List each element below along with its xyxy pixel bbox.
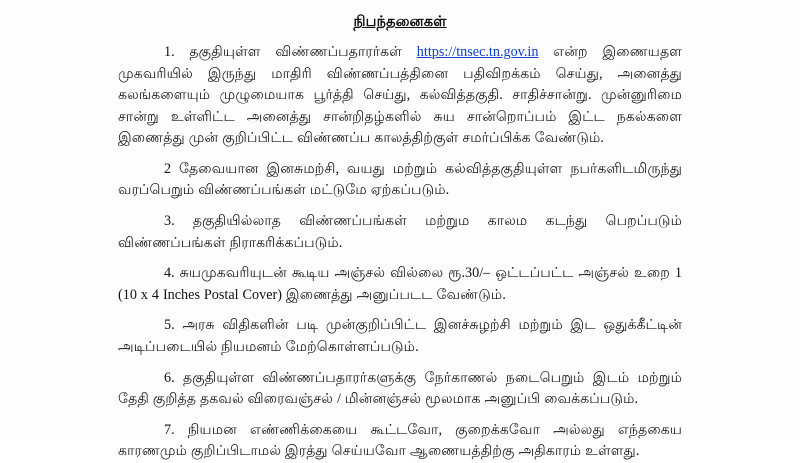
paragraph-condition-6: 6. தகுதியுள்ள விண்ணப்பதாரர்களுக்கு நேர்காணல் நடைபெறும் இடம் மற்றும் தேதி குறித்த தகவல் விரைவஞ்சல் / மின்னஞ்சல் மூலமாக அனுப்பி வைக்கப்படும்.	[118, 369, 682, 408]
condition-1-text-after-link: என்ற இணையதள முகவரியில் இருந்து மாதிரி விண்ணப்பத்தினை பதிவிறக்கம் செய்து, அனைத்து கலங்களையும் முழுமையாக பூர்த்தி செய்து, கல்வித்தகுதி. சாதிச்சான்று. முன்னுரிமை சான்று உள்ளிட்ட அனைத்து சான்றிதழ்களில் சுய சான்றொப்பம் இட்ட நகல்களை இணைத்து முன் குறிப்பிட்ட விண்ணப்ப காலத்திற்குள் சமர்ப்பிக்க வேண்டும்.	[118, 44, 682, 147]
paragraph-condition-2: 2 தேவையான இனசுமற்சி, வயது மற்றும் கல்வித்தகுதியுள்ள நபர்களிடமிருந்து வரப்பெறும் விண்ணப்பங்கள் மட்டுமே ஏற்கப்படும்.	[118, 160, 682, 199]
paragraph-condition-1	[118, 42, 682, 150]
page-title: நிபந்தனைகள்	[353, 14, 447, 30]
tnsec-portal-link[interactable]: https://tnsec.tn.gov.in	[416, 44, 539, 60]
paragraph-condition-4: 4. சுயமுகவரியுடன் கூடிய அஞ்சல் வில்லை ரூ.30/– ஒட்டப்பட்ட அஞ்சல் உறை 1 (10 x 4 Inches Postal Cover) இணைத்து அனுப்படட வேண்டும்.	[118, 265, 682, 303]
paragraph-condition-3: 3. தகுதியில்லாத விண்ணப்பங்கள் மற்றும காலம கடந்து பெறப்படும் விண்ணப்பங்கள் நிராகரிக்கப்படும்.	[118, 213, 682, 251]
paragraph-condition-5: 5. அரசு விதிகளின் படி முன்குறிப்பிட்ட இனச்சுழற்சி மற்றும் இட ஒதுக்கீட்டின் அடிப்படையில் நியமனம் மேற்கொள்ளப்படும்.	[118, 317, 682, 355]
condition-1-text-before-link: 1. தகுதியுள்ள விண்ணப்பதாரர்கள்	[164, 44, 417, 60]
paragraph-condition-7: 7. நியமன எண்ணிக்கையை கூட்டவோ, குறைக்கவோ அல்லது எந்தகைய காரணமும் குறிப்பிடாமல் இரத்து செய்யவோ ஆணையத்திற்கு அதிகாரம் உள்ளது.	[118, 421, 682, 460]
